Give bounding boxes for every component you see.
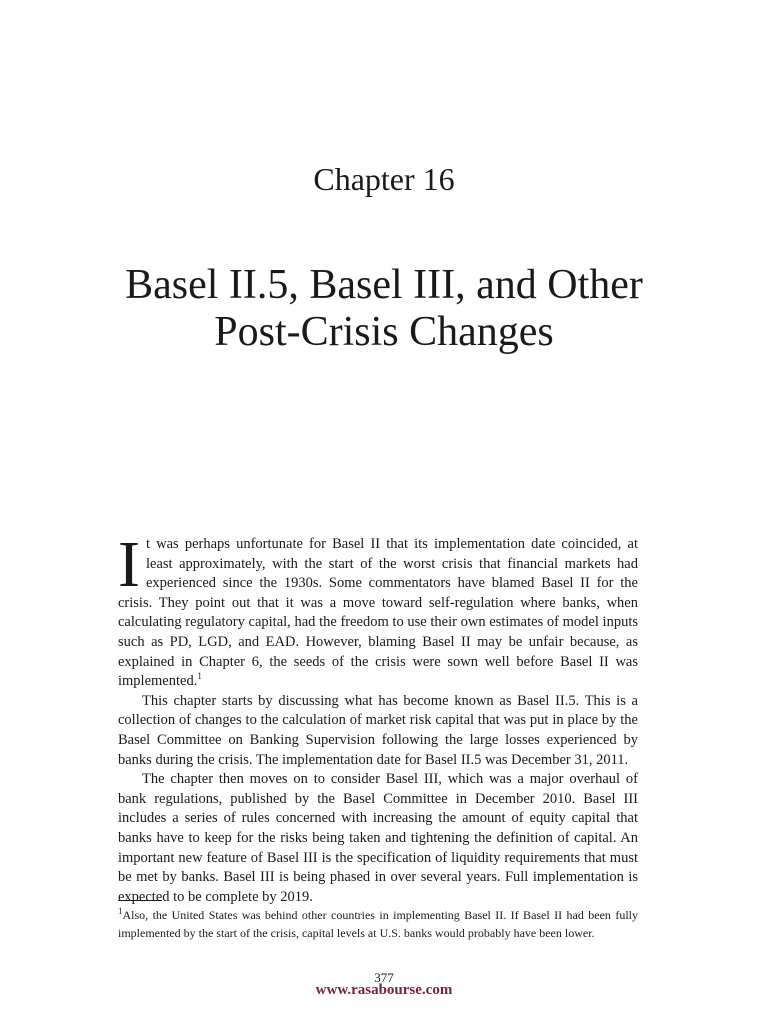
footnote-number: 1 [118,906,123,916]
drop-cap: I [118,528,140,601]
chapter-title [0,262,768,356]
chapter-label: Chapter 16 [313,161,455,197]
body-text [118,528,638,907]
page-number: 377 [374,970,394,985]
paragraph-1-text: t was perhaps unfortunate for Basel II that its implementation date coincided, at least approximately, with the start of the worst crisis that financial markets had experienced since the 1930s. Some commentators have blamed Basel II for the crisis. They point out that it was a move toward self-regulation where banks, when calculating regulatory capital, had the freedom to use their own estimates of model inputs such as PD, LGD, and EAD. However, blaming Basel II may be unfair because, as explained in Chapter 6, the seeds of the crisis were sown well before Basel II was implemented. [118,536,638,690]
footnote-divider [118,900,162,901]
chapter-title-line-2: Post-Crisis Changes [214,309,554,355]
footnote [118,906,638,942]
watermark-url: www.rasabourse.com [315,982,453,998]
paragraph-2: This chapter starts by discussing what has become known as Basel II.5. This is a collection of changes to the calculation of market risk capital that was put in place by the Basel Committee on Banking Supervision following the large losses experienced by banks during the crisis. The implementation date for Basel II.5 was December 31, 2011. [118,692,638,768]
paragraph-1 [118,528,638,692]
footnote-text: Also, the United States was behind other countries in implementing Basel II. If Basel II had been fully implemented by the start of the crisis, capital levels at U.S. banks would probably have been lower. [118,908,638,940]
paragraph-3: The chapter then moves on to consider Basel III, which was a major overhaul of bank regulations, published by the Basel Committee in December 2010. Basel III includes a series of rules concerned with increasing the amount of equity capital that banks have to keep for the risks being taken and tightening the definition of capital. An important new feature of Basel III is the specification of liquidity requirements that must be met by banks. Basel III is being phased in over several years. Full implementation is expected to be complete by 2019. [118,771,638,905]
chapter-title-line-1: Basel II.5, Basel III, and Other [125,262,643,308]
footnote-reference: 1 [197,671,202,682]
